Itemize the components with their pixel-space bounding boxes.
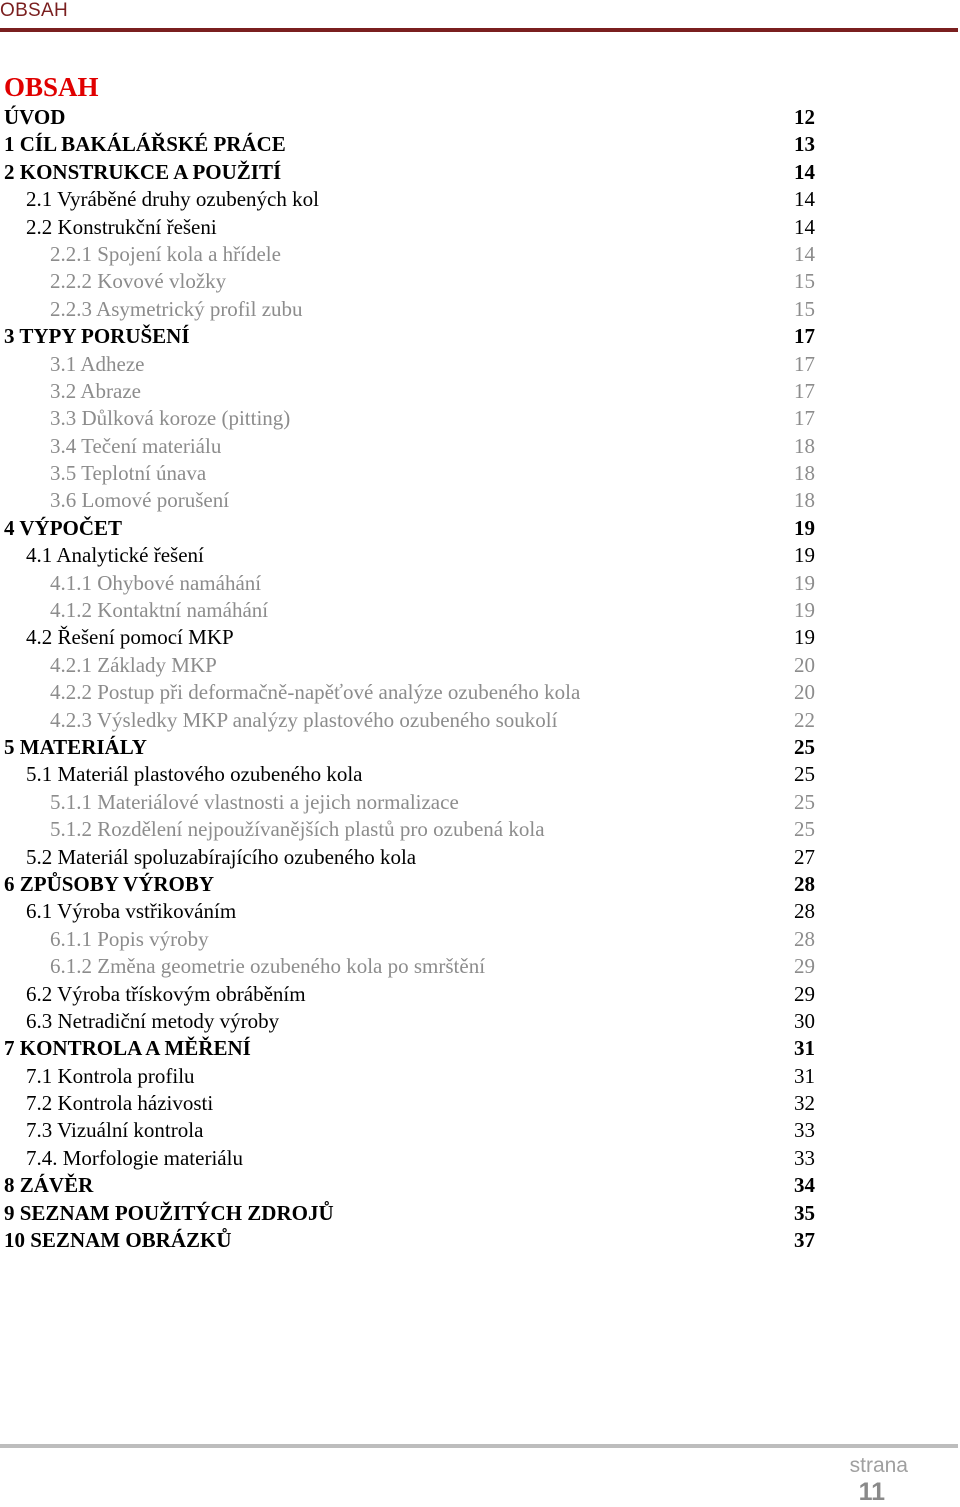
toc-entry-page: 14 <box>794 159 815 184</box>
toc-entry-page: 15 <box>794 296 815 321</box>
toc-entry-page: 25 <box>794 762 815 787</box>
toc-entry-title: 2.2.1 Spojení kola a hřídele <box>50 241 281 266</box>
toc-entry-page: 28 <box>794 871 815 896</box>
toc-entry-page: 17 <box>794 406 815 431</box>
toc-entry-page: 27 <box>794 844 815 869</box>
toc-entry[interactable] <box>0 844 960 871</box>
toc-entry-page: 32 <box>794 1091 815 1116</box>
toc-entry-page: 31 <box>794 1063 815 1088</box>
toc-entry-page: 33 <box>794 1145 815 1170</box>
toc-entry[interactable] <box>0 241 960 268</box>
toc-entry-title: 5.1.2 Rozdělení nejpoužívanějších plastů pro ozubená kola <box>50 817 545 842</box>
toc-entry[interactable] <box>0 953 960 980</box>
toc-entry[interactable] <box>0 515 960 542</box>
toc-entry-title: 2.2.3 Asymetrický profil zubu <box>50 296 303 321</box>
toc-entry-page: 18 <box>794 488 815 513</box>
toc-entry-title: 5 MATERIÁLY <box>4 734 147 759</box>
toc-entry[interactable] <box>0 542 960 569</box>
toc-entry-title: 6.1 Výroba vstřikováním <box>26 899 237 924</box>
toc-entry[interactable] <box>0 378 960 405</box>
toc-heading: OBSAH <box>4 72 99 102</box>
toc-entry[interactable] <box>0 570 960 597</box>
toc-entry-title: 7.4. Morfologie materiálu <box>26 1145 243 1170</box>
toc-entry[interactable] <box>0 1145 960 1172</box>
toc-entry-title: 3.3 Důlková koroze (pitting) <box>50 406 291 431</box>
toc-entry[interactable] <box>0 707 960 734</box>
toc-entry[interactable] <box>0 871 960 898</box>
toc-entry-page: 28 <box>794 926 815 951</box>
toc-entry[interactable] <box>0 1117 960 1144</box>
toc-entry[interactable] <box>0 1172 960 1199</box>
toc-entry-page: 19 <box>794 625 815 650</box>
toc-entry-page: 33 <box>794 1118 815 1143</box>
toc-entry-title: 9 SEZNAM POUŽITÝCH ZDROJŮ <box>4 1200 334 1225</box>
toc-entry-title: 3.4 Tečení materiálu <box>50 433 222 458</box>
header-rule <box>0 28 958 32</box>
toc-entry-page: 22 <box>794 707 815 732</box>
toc-entry-title: 6.2 Výroba třískovým obráběním <box>26 981 306 1006</box>
toc-entry-page: 35 <box>794 1200 815 1225</box>
toc-entry[interactable] <box>0 214 960 241</box>
toc-entry-page: 17 <box>794 351 815 376</box>
toc-entry-title: 2.2.2 Kovové vložky <box>50 269 227 294</box>
toc-entry-page: 31 <box>794 1036 815 1061</box>
toc-entry-title: 3.1 Adheze <box>50 351 145 376</box>
toc-entry[interactable] <box>0 1200 960 1227</box>
toc-entry[interactable] <box>0 1227 960 1254</box>
footer-rule <box>0 1444 958 1448</box>
toc-entry[interactable] <box>0 405 960 432</box>
toc-entry[interactable] <box>0 1035 960 1062</box>
toc-entry-page: 12 <box>794 105 815 129</box>
toc-entry[interactable] <box>0 1063 960 1090</box>
toc-entry[interactable] <box>0 734 960 761</box>
toc-entry[interactable] <box>0 268 960 295</box>
toc-entry[interactable] <box>0 296 960 323</box>
toc-entry-page: 14 <box>794 241 815 266</box>
toc-entry-page: 17 <box>794 378 815 403</box>
toc-entry-page: 28 <box>794 899 815 924</box>
toc-entry-page: 19 <box>794 598 815 623</box>
toc-entry[interactable] <box>0 104 960 131</box>
toc-entry-page: 20 <box>794 680 815 705</box>
toc-entry-title: 5.2 Materiál spoluzabírajícího ozubeného kola <box>26 844 417 869</box>
footer-page-number: 11 <box>858 1478 885 1506</box>
toc-entry-page: 18 <box>794 433 815 458</box>
toc-entry-page: 13 <box>794 132 815 157</box>
toc-entry-title: 1 CÍL BAKÁLÁŘSKÉ PRÁCE <box>4 132 286 157</box>
toc-entry-title: 3.5 Teplotní únava <box>50 461 207 486</box>
toc-entry-title: 4.1.2 Kontaktní namáhání <box>50 598 269 623</box>
toc-entry[interactable] <box>0 460 960 487</box>
toc-entry[interactable] <box>0 131 960 158</box>
toc-entry[interactable] <box>0 487 960 514</box>
toc-entry-title: 7.2 Kontrola házivosti <box>26 1091 214 1116</box>
toc-entry-title: 5.1 Materiál plastového ozubeného kola <box>26 762 363 787</box>
toc-entry[interactable] <box>0 761 960 788</box>
toc-entry-page: 37 <box>794 1228 815 1253</box>
toc-entry[interactable] <box>0 1008 960 1035</box>
toc-entry[interactable] <box>0 926 960 953</box>
toc-entry-title: 3.6 Lomové porušení <box>50 488 230 513</box>
toc-entry-title: 4.2 Řešení pomocí MKP <box>26 625 234 650</box>
toc-entry-page: 19 <box>794 570 815 595</box>
toc-entry-page: 29 <box>794 954 815 979</box>
toc-entry-title: 4.2.1 Základy MKP <box>50 652 217 677</box>
toc-entry[interactable] <box>0 159 960 186</box>
toc-entry-title: 7.3 Vizuální kontrola <box>26 1118 204 1143</box>
toc-entry-title: 6.1.1 Popis výroby <box>50 926 209 951</box>
toc-entry-title: 7 KONTROLA A MĚŘENÍ <box>4 1036 251 1061</box>
toc-entry-title: 5.1.1 Materiálové vlastnosti a jejich normalizace <box>50 789 459 814</box>
toc-entry-page: 19 <box>794 515 815 540</box>
toc-entry[interactable] <box>0 597 960 624</box>
toc-entry-page: 17 <box>794 324 815 349</box>
toc-entry[interactable] <box>0 652 960 679</box>
toc-entry[interactable] <box>0 1090 960 1117</box>
toc-entry-title: 7.1 Kontrola profilu <box>26 1063 195 1088</box>
toc-entry-page: 25 <box>794 789 815 814</box>
toc-entry-title: ÚVOD <box>4 105 66 129</box>
toc-entry-page: 25 <box>794 734 815 759</box>
toc-entry[interactable] <box>0 351 960 378</box>
toc-entry-title: 3.2 Abraze <box>50 378 141 403</box>
running-header: OBSAH <box>0 0 69 21</box>
toc-entry-title: 2 KONSTRUKCE A POUŽITÍ <box>4 159 282 184</box>
toc-entry-title: 6.3 Netradiční metody výroby <box>26 1008 280 1033</box>
toc-entry-page: 19 <box>794 543 815 568</box>
toc-entry-title: 2.1 Vyráběné druhy ozubených kol <box>26 187 319 212</box>
toc-entry[interactable] <box>0 323 960 350</box>
toc-entry[interactable] <box>0 679 960 706</box>
toc-entry-title: 8 ZÁVĚR <box>4 1173 94 1198</box>
toc-entry[interactable] <box>0 981 960 1008</box>
toc-entry[interactable] <box>0 789 960 816</box>
toc-entry-page: 25 <box>794 817 815 842</box>
toc-entry-title: 4.1.1 Ohybové namáhání <box>50 570 262 595</box>
toc-entry-page: 29 <box>794 981 815 1006</box>
toc-entry-page: 15 <box>794 269 815 294</box>
toc-entry-title: 4 VÝPOČET <box>4 515 123 540</box>
toc-entry-page: 20 <box>794 652 815 677</box>
toc-entry-title: 3 TYPY PORUŠENÍ <box>4 324 190 349</box>
toc-entry-title: 6.1.2 Změna geometrie ozubeného kola po smrštění <box>50 954 486 979</box>
toc-entry[interactable] <box>0 898 960 925</box>
toc-entry[interactable] <box>0 186 960 213</box>
toc-entry-page: 14 <box>794 187 815 212</box>
toc-entry[interactable] <box>0 433 960 460</box>
toc-entry-page: 34 <box>794 1173 815 1198</box>
toc-entry[interactable] <box>0 816 960 843</box>
toc-entry-page: 14 <box>794 214 815 239</box>
toc-entry-page: 18 <box>794 461 815 486</box>
toc-entry-page: 30 <box>794 1008 815 1033</box>
table-of-contents <box>0 104 960 1254</box>
toc-entry-title: 6 ZPŮSOBY VÝROBY <box>4 871 215 896</box>
toc-entry-title: 4.2.2 Postup při deformačně-napěťové analýze ozubeného kola <box>50 680 581 705</box>
footer-page-label: strana <box>849 1454 908 1477</box>
toc-entry[interactable] <box>0 624 960 651</box>
toc-entry-title: 10 SEZNAM OBRÁZKŮ <box>4 1228 232 1253</box>
toc-entry-title: 4.1 Analytické řešení <box>26 543 204 568</box>
toc-entry-title: 2.2 Konstrukční řešeni <box>26 214 217 239</box>
toc-entry-title: 4.2.3 Výsledky MKP analýzy plastového ozubeného soukolí <box>50 707 558 732</box>
